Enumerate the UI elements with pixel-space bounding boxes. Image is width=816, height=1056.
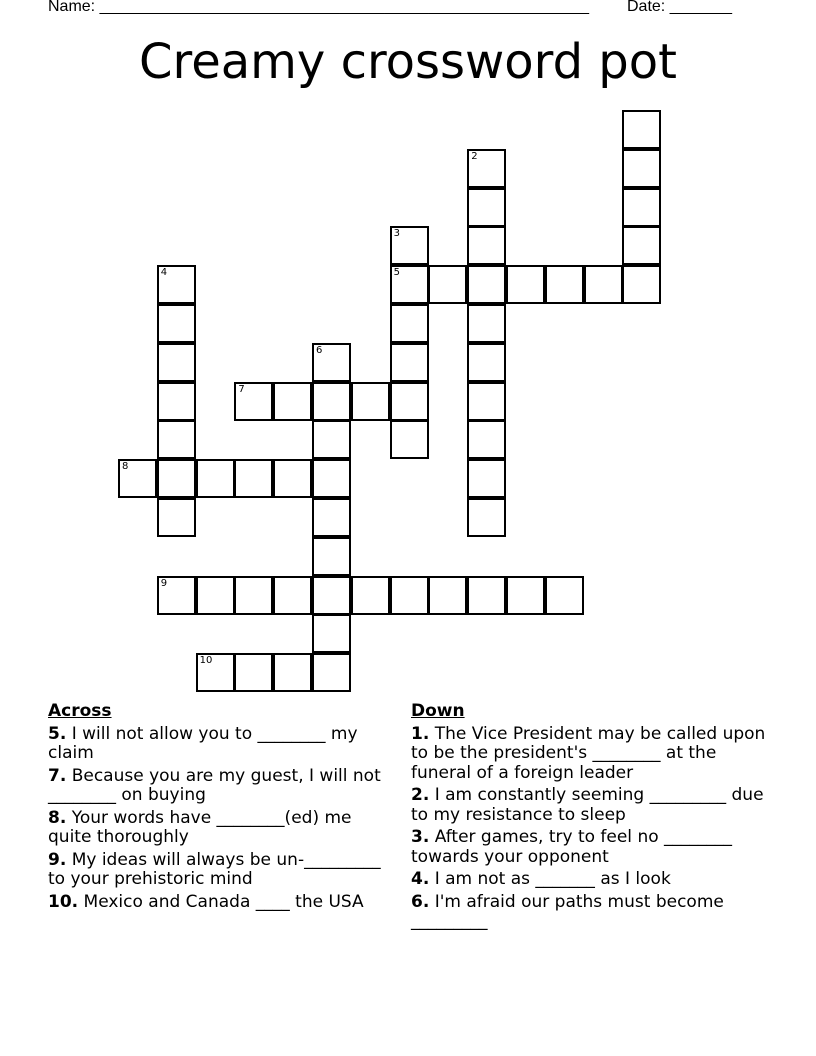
crossword-cell[interactable] [390, 304, 429, 343]
crossword-cell[interactable] [312, 614, 351, 653]
down-heading: Down [411, 701, 465, 721]
crossword-cell[interactable] [622, 265, 661, 304]
across-clues [48, 702, 398, 915]
across-clue [48, 725, 398, 764]
clue-number: 10. [48, 891, 79, 912]
name-field-label: Name: _______________________________________________________ [48, 0, 589, 15]
across-clue [48, 809, 398, 848]
clue-text: The Vice President may be called upon to be the president's ________ at the funeral of a foreign leader [411, 723, 766, 783]
crossword-cell[interactable] [273, 382, 312, 421]
clue-text: After games, try to feel no ________ towards your opponent [411, 827, 733, 867]
across-clue [48, 893, 398, 913]
crossword-cell[interactable] [157, 343, 196, 382]
crossword-cell[interactable] [467, 304, 506, 343]
cell-number: 9 [160, 577, 168, 589]
cell-number: 3 [393, 228, 400, 240]
crossword-cell[interactable] [622, 149, 661, 188]
crossword-cell[interactable] [506, 576, 545, 615]
clue-text: I am not as _______ as I look [429, 869, 671, 889]
clue-number: 2. [411, 785, 430, 805]
clue-number: 9. [48, 849, 67, 870]
crossword-cell[interactable] [157, 576, 196, 615]
clue-number: 6. [411, 891, 430, 912]
crossword-cell[interactable] [312, 343, 351, 382]
clue-number: 1. [411, 723, 430, 744]
crossword-cell[interactable] [622, 188, 661, 227]
cell-number: 5 [393, 267, 400, 279]
crossword-cell[interactable] [273, 459, 312, 498]
page-title: Creamy crossword pot [139, 34, 677, 90]
crossword-cell[interactable] [273, 653, 312, 692]
clue-number: 8. [48, 807, 67, 828]
crossword-cell[interactable] [312, 420, 351, 459]
cell-number: 4 [160, 267, 168, 279]
down-clue [411, 870, 771, 890]
crossword-cell[interactable] [351, 576, 390, 615]
crossword-cell[interactable] [467, 265, 506, 304]
crossword-cell[interactable] [467, 420, 506, 459]
crossword-cell[interactable] [467, 459, 506, 498]
clue-text: Your words have ________(ed) me quite thoroughly [48, 807, 352, 847]
crossword-cell[interactable] [390, 343, 429, 382]
clue-number: 5. [48, 723, 67, 744]
across-clue [48, 767, 398, 806]
crossword-cell[interactable] [157, 304, 196, 343]
down-clue [411, 786, 771, 825]
crossword-cell[interactable] [234, 382, 273, 421]
clue-text: My ideas will always be un-_________ to your prehistoric mind [48, 849, 381, 889]
crossword-cell[interactable] [622, 226, 661, 265]
crossword-cell[interactable] [312, 653, 351, 692]
crossword-cell[interactable] [390, 382, 429, 421]
across-clue [48, 851, 398, 890]
clue-text: Because you are my guest, I will not ________ on buying [48, 765, 381, 805]
crossword-cell[interactable] [157, 265, 196, 304]
crossword-cell[interactable] [273, 576, 312, 615]
clue-text: I'm afraid our paths must become _________ [411, 891, 724, 931]
clue-number: 7. [48, 765, 67, 786]
crossword-cell[interactable] [118, 459, 157, 498]
crossword-cell[interactable] [312, 537, 351, 576]
crossword-cell[interactable] [545, 576, 584, 615]
cell-number: 7 [238, 383, 245, 395]
crossword-cell[interactable] [622, 110, 661, 149]
down-clues [411, 702, 771, 935]
down-clue [411, 828, 771, 867]
crossword-cell[interactable] [234, 459, 273, 498]
crossword-cell[interactable] [351, 382, 390, 421]
crossword-cell[interactable] [196, 653, 235, 692]
crossword-cell[interactable] [312, 382, 351, 421]
across-heading: Across [48, 701, 112, 721]
cell-number: 8 [122, 461, 129, 473]
crossword-cell[interactable] [390, 265, 429, 304]
crossword-cell[interactable] [390, 576, 429, 615]
crossword-cell[interactable] [545, 265, 584, 304]
cell-number: 2 [471, 150, 478, 162]
date-field-label: Date: _______ [627, 0, 732, 15]
crossword-cell[interactable] [467, 498, 506, 537]
crossword-cell[interactable] [157, 459, 196, 498]
clue-text: I will not allow you to ________ my claim [48, 723, 358, 763]
crossword-cell[interactable] [157, 382, 196, 421]
crossword-cell[interactable] [467, 188, 506, 227]
crossword-cell[interactable] [234, 653, 273, 692]
crossword-cell[interactable] [467, 576, 506, 615]
crossword-cell[interactable] [467, 226, 506, 265]
cell-number: 10 [199, 655, 213, 667]
crossword-cell[interactable] [312, 576, 351, 615]
clue-text: I am constantly seeming _________ due to my resistance to sleep [411, 785, 764, 825]
crossword-cell[interactable] [312, 498, 351, 537]
clue-number: 3. [411, 827, 430, 847]
crossword-cell[interactable] [157, 420, 196, 459]
crossword-cell[interactable] [390, 420, 429, 459]
crossword-cell[interactable] [312, 459, 351, 498]
crossword-cell[interactable] [428, 576, 467, 615]
crossword-cell[interactable] [196, 459, 235, 498]
crossword-cell[interactable] [157, 498, 196, 537]
crossword-cell[interactable] [428, 265, 467, 304]
crossword-cell[interactable] [196, 576, 235, 615]
crossword-cell[interactable] [390, 226, 429, 265]
cell-number: 6 [316, 344, 323, 356]
crossword-cell[interactable] [584, 265, 623, 304]
down-clue [411, 893, 771, 932]
down-clue [411, 725, 771, 784]
crossword-cell[interactable] [467, 149, 506, 188]
clue-text: Mexico and Canada ____ the USA [78, 891, 364, 912]
clue-number: 4. [411, 869, 430, 889]
crossword-cell[interactable] [467, 343, 506, 382]
crossword-cell[interactable] [467, 382, 506, 421]
crossword-cell[interactable] [506, 265, 545, 304]
crossword-cell[interactable] [234, 576, 273, 615]
